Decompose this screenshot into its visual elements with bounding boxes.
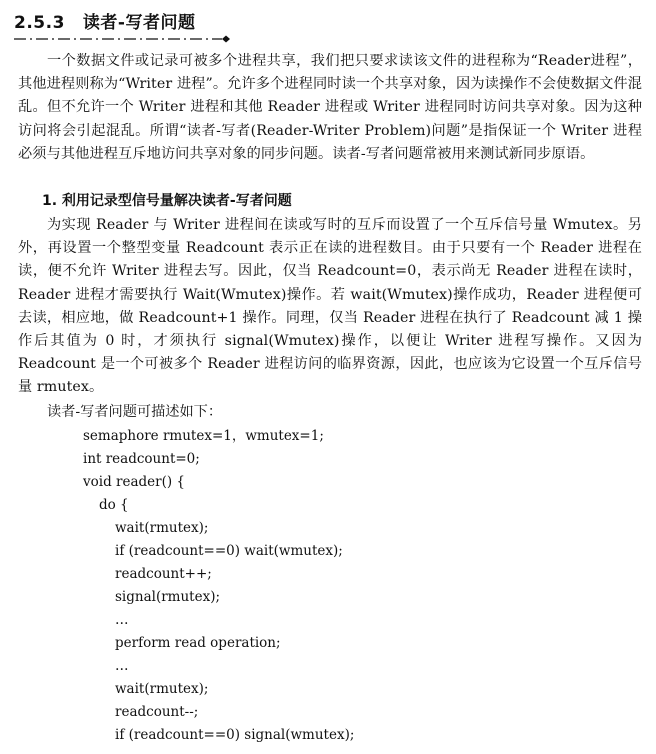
- code-line: void reader() {: [83, 474, 185, 490]
- code-line: do {: [99, 497, 129, 513]
- code-line: wait(rmutex);: [115, 520, 209, 536]
- section-title: 读者-写者问题: [82, 13, 196, 33]
- section-heading: [14, 8, 195, 33]
- code-line: readcount--;: [115, 704, 199, 720]
- code-intro-text: 读者-写者问题可描述如下：: [47, 404, 223, 420]
- section-number: 2.5.3: [14, 13, 65, 33]
- code-line: int readcount=0;: [83, 451, 200, 467]
- explanation-paragraph: 为实现 Reader 与 Writer 进程间在读或写时的互斥而设置了一个互斥信号量 Wmutex。另外，再设置一个整型变量 Readcount 表示正在读的进程数目。由于只要有一个 Reader 进程在读，便不允许 Writer 进程去写。因此，仅当 Readcount=0，表示尚无 Reader 进程在读时，Reader 进程才需要执行 Wait(Wmutex)操作。若 wait(Wmutex)操作成功，Reader 进程便可去读，相应地，做 Readcount+1 操作。同理，仅当 Reader 进程在执行了 Readcount 减 1 操作后其值为 0 时，才须执行 signal(Wmutex)操作，以便让 Writer 进程写操作。又因为 Readcount 是一个可被多个 Reader 进程访问的临界资源，因此，也应该为它设置一个互斥信号量 rmutex。: [18, 217, 642, 396]
- code-line: …: [115, 658, 129, 674]
- code-line: perform read operation;: [115, 635, 281, 651]
- code-line: …: [115, 612, 129, 628]
- code-line: wait(rmutex);: [115, 681, 209, 697]
- code-line: if (readcount==0) signal(wmutex);: [115, 727, 355, 743]
- code-line: signal(rmutex);: [115, 589, 221, 605]
- code-line: readcount++;: [115, 566, 212, 582]
- code-line: if (readcount==0) wait(wmutex);: [115, 543, 343, 559]
- code-line: semaphore rmutex=1，wmutex=1;: [83, 428, 324, 444]
- heading-underline-rule: [14, 35, 232, 43]
- intro-paragraph: 一个数据文件或记录可被多个进程共享，我们把只要求读该文件的进程称为“Reader进程”，其他进程则称为“Writer 进程”。允许多个进程同时读一个共享对象，因为读操作不会使数据文件混乱。但不允许一个 Writer 进程和其他 Reader 进程或 Writer 进程同时访问共享对象。因为这种访问将会引起混乱。所谓“读者-写者(Reader-Writer Problem)问题”是指保证一个 Writer 进程必须与其他进程互斥地访问共享对象的同步问题。读者-写者问题常被用来测试新同步原语。: [18, 53, 642, 162]
- subsection-heading: 1. 利用记录型信号量解决读者-写者问题: [42, 193, 292, 209]
